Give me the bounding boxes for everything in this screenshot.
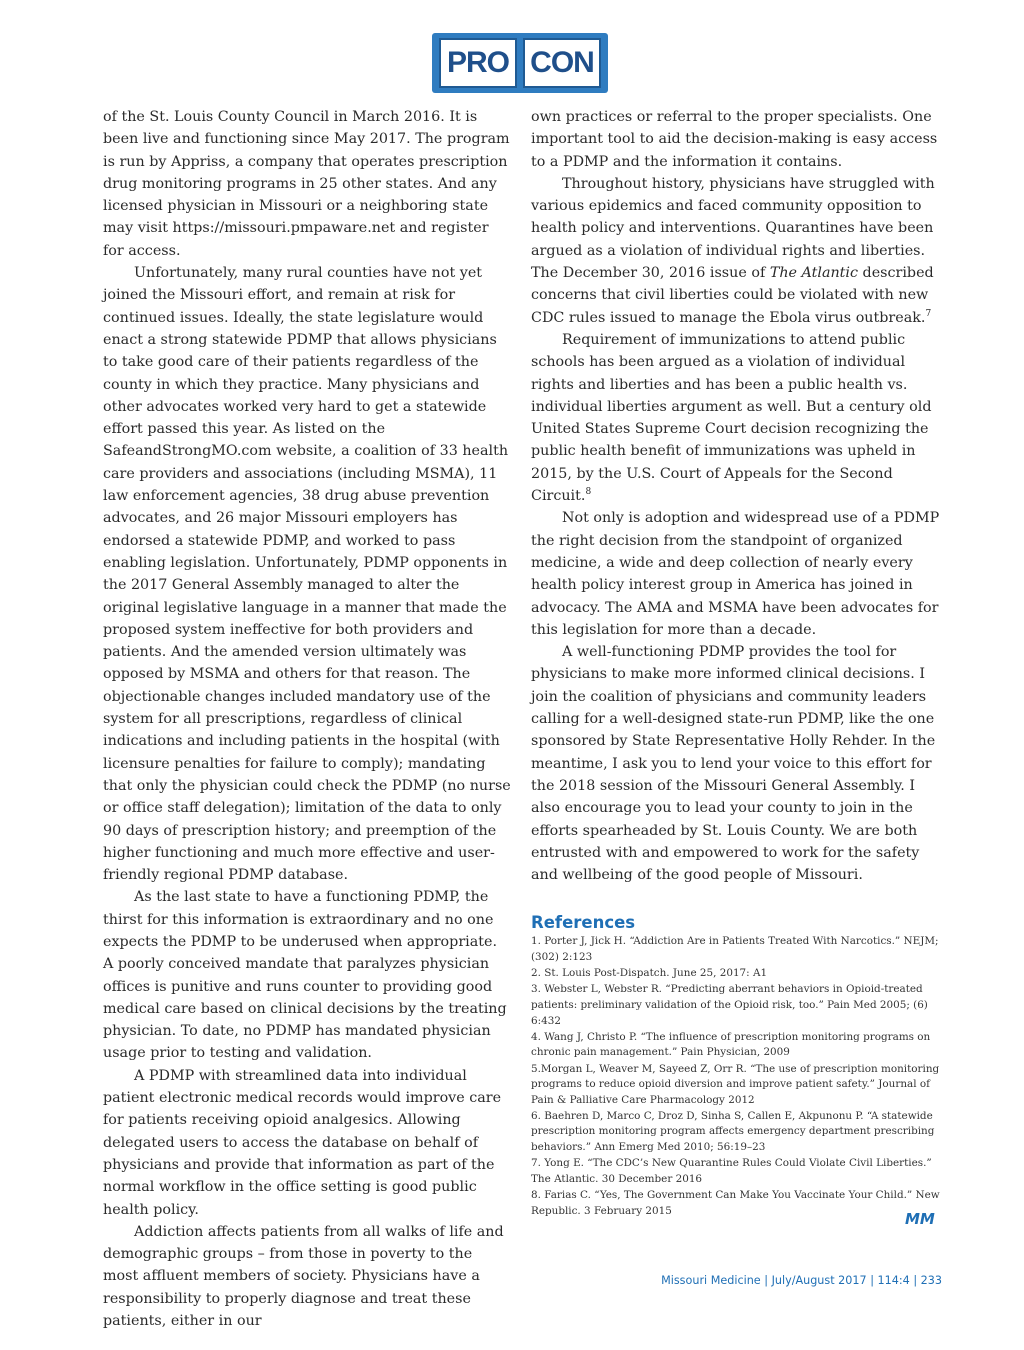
- body-paragraph: [531, 329, 943, 507]
- publication-title: The Atlantic: [769, 265, 859, 282]
- reference-item: 7. Yong E. “The CDC’s New Quarantine Rules Could Violate Civil Liberties.” The Atlantic. 30 December 2016: [531, 1157, 932, 1185]
- body-paragraph: own practices or referral to the proper specialists. One important tool to aid the decision-making is easy access to a PDMP and the information it contains.: [531, 109, 938, 170]
- text-run: described concerns that civil liberties could be violated with new CDC rules issued to manage the Ebola virus outbreak.: [531, 265, 934, 326]
- references-heading: References: [531, 913, 636, 933]
- pro-con-logo: [432, 33, 608, 93]
- reference-item: 3. Webster L, Webster R. “Predicting aberrant behaviors in Opioid-treated patients: preliminary validation of the Opioid risk, too.” Pain Med 2005; (6) 6:432: [531, 983, 928, 1027]
- body-paragraph: Addiction affects patients from all walks of life and demographic groups – from those in poverty to the most affluent members of society. Physicians have a responsibility to properly diagnose and treat these patients, either in our: [103, 1223, 504, 1330]
- logo-pro-label: PRO: [439, 38, 517, 88]
- body-paragraph: Unfortunately, many rural counties have not yet joined the Missouri effort, and remain at risk for continued issues. Ideally, the state legislature would enact a strong statewide PDMP that allows physicians to take good care of their patients regardless of the county in which they practice. Many physicians and other advocates worked very hard to get a statewide effort passed this year. As listed on the SafeandStrongMO.com website, a coalition of 33 health care providers and associations (including MSMA), 11 law enforcement agencies, 38 drug abuse prevention advocates, and 26 major Missouri employers has endorsed a statewide PDMP, and worked to pass enabling legislation. Unfortunately, PDMP opponents in the 2017 General Assembly managed to alter the original legislative language in a manner that made the proposed system ineffective for both providers and patients. And the amended version ultimately was opposed by MSMA and others for that reason. The objectionable changes included mandatory use of the system for all prescriptions, regardless of clinical indications and including patients in the hospital (with licensure penalties for failure to comply); mandating that only the physician could check the PDMP (no nurse or office staff delegation); limitation of the data to only 90 days of prescription history; and preemption of the higher functioning and much more effective and user-friendly regional PDMP database.: [103, 265, 511, 884]
- body-paragraph: A PDMP with streamlined data into individual patient electronic medical records would improve care for patients receiving opioid analgesics. Allowing delegated users to access the database on behalf of physicians and provide that information as part of the normal workflow in the office setting is good public health policy.: [103, 1067, 502, 1218]
- right-column: [531, 106, 943, 1220]
- reference-item: 1. Porter J, Jick H. “Addiction Are in Patients Treated With Narcotics.” NEJM; (302) 2:123: [531, 935, 939, 963]
- body-paragraph: As the last state to have a functioning PDMP, the thirst for this information is extraordinary and no one expects the PDMP to be underused when appropriate. A poorly conceived mandate that paralyzes physician offices is punitive and runs counter to providing good medical care based on clinical decisions by the treating physician. To date, no PDMP has mandated physician usage prior to testing and validation.: [103, 889, 507, 1062]
- left-column: [103, 106, 511, 1332]
- logo-con-label: CON: [523, 38, 601, 88]
- mm-end-mark: MM: [905, 1210, 935, 1228]
- reference-item: 6. Baehren D, Marco C, Droz D, Sinha S, Callen E, Akpunonu P. “A statewide prescription monitoring program affects emergency department prescribing behaviors.” Ann Emerg Med 2010; 56:19–23: [531, 1109, 935, 1154]
- reference-item: 5.Morgan L, Weaver M, Sayeed Z, Orr R. “The use of prescription monitoring programs to reduce opioid diversion and improve patient safety.” Journal of Pain & Palliative Care Pharmacology 2012: [531, 1062, 940, 1106]
- reference-item: 4. Wang J, Christo P. “The influence of prescription monitoring programs on chronic pain management.” Pain Physician, 2009: [531, 1030, 931, 1059]
- body-paragraph: A well-functioning PDMP provides the tool for physicians to make more informed clinical decisions. I join the coalition of physicians and community leaders calling for a well-designed state-run PDMP, like the one sponsored by State Representative Holly Rehder. In the meantime, I ask you to lend your voice to this effort for the 2018 session of the Missouri General Assembly. I also encourage you to lead your county to join in the efforts spearheaded by St. Louis County. We are both entrusted with and empowered to work for the safety and wellbeing of the good people of Missouri.: [531, 644, 936, 884]
- reference-item: 2. St. Louis Post-Dispatch. June 25, 2017: A1: [531, 967, 768, 980]
- footnote-marker: 7: [925, 308, 932, 319]
- page-footer: Missouri Medicine | July/August 2017 | 114:4 | 233: [661, 1274, 942, 1287]
- body-paragraph-atlantic: [531, 173, 943, 329]
- reference-item: 8. Farias C. “Yes, The Government Can Make You Vaccinate Your Child.” New Republic. 3 February 2015: [531, 1189, 940, 1217]
- references-list: [531, 934, 943, 1219]
- body-paragraph: Not only is adoption and widespread use of a PDMP the right decision from the standpoint of organized medicine, a wide and deep collection of nearly every health policy interest group in America has joined in advocacy. The AMA and MSMA have been advocates for this legislation for more than a decade.: [531, 510, 940, 638]
- footnote-marker: 8: [585, 487, 592, 498]
- text-run: Throughout history, physicians have struggled with various epidemics and faced community opposition to health policy and interventions. Quarantines have been argued as a violation of individual rights and liberties. The December 30, 2016 issue of: [531, 175, 935, 282]
- text-run: Requirement of immunizations to attend public schools has been argued as a violation of individual rights and liberties and has been a public health vs. individual liberties argument as well. But a century old United States Supreme Court decision recognizing the public health benefit of immunizations was upheld in 2015, by the U.S. Court of Appeals for the Second Circuit.: [531, 331, 932, 505]
- body-paragraph: of the St. Louis County Council in March 2016. It is been live and functioning since May 2017. The program is run by Appriss, a company that operates prescription drug monitoring programs in 25 other states. And any licensed physician in Missouri or a neighboring state may visit https://missouri.pmpaware.net and register for access.: [103, 109, 510, 259]
